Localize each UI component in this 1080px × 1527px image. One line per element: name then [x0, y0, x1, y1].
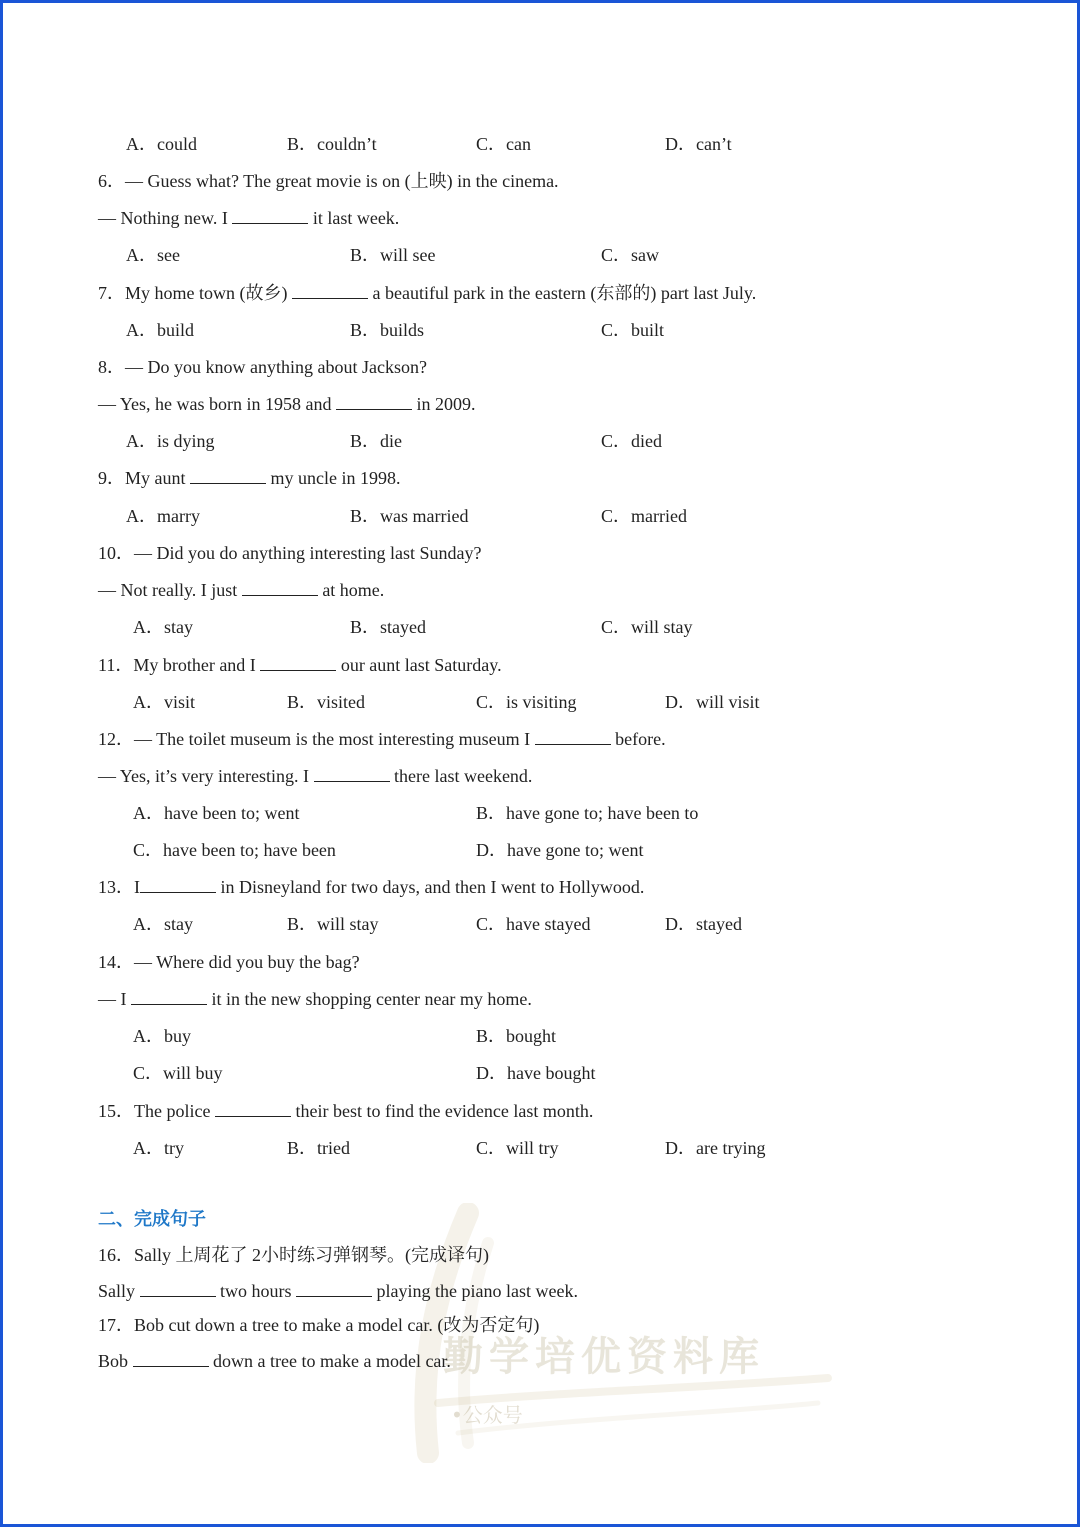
q14-blank[interactable]	[131, 988, 207, 1005]
q5-option-b[interactable]: B．couldn’t	[287, 134, 377, 154]
q7-stem	[98, 282, 756, 304]
q5-option-a[interactable]: A．could	[126, 134, 197, 154]
q17-answer-line	[98, 1350, 451, 1372]
q9-option-b[interactable]: B．was married	[350, 506, 469, 526]
q16-blank-1[interactable]	[140, 1280, 216, 1297]
q7-option-c[interactable]: C．built	[601, 320, 665, 340]
q12-blank-1[interactable]	[535, 728, 611, 745]
q9-option-a[interactable]: A．marry	[126, 506, 200, 526]
q9-blank[interactable]	[190, 467, 266, 484]
q8-line-text-b: in 2009.	[412, 394, 476, 414]
q14-answer-line	[98, 988, 532, 1010]
q14-option-d[interactable]: D．have bought	[476, 1063, 596, 1083]
q6-option-c[interactable]: C．saw	[601, 245, 659, 265]
q15-stem-a: 15．The police	[98, 1101, 215, 1121]
q10-stem: 10．— Did you do anything interesting last Sunday?	[98, 543, 482, 563]
q11-option-c[interactable]: C．is visiting	[476, 692, 577, 712]
q15-option-a[interactable]: A．try	[133, 1138, 184, 1158]
q8-option-b[interactable]: B．die	[350, 431, 402, 451]
q11-stem-a: 11．My brother and I	[98, 655, 261, 675]
q10-blank[interactable]	[242, 579, 318, 596]
q11-option-b[interactable]: B．visited	[287, 692, 366, 712]
q16-blank-2[interactable]	[296, 1280, 372, 1297]
q5-option-d[interactable]: D．can’t	[665, 134, 732, 154]
q12-option-b[interactable]: B．have gone to; have been to	[476, 803, 699, 823]
q11-stem	[98, 654, 502, 676]
q15-option-b[interactable]: B．tried	[287, 1138, 350, 1158]
q6-stem: 6．— Guess what? The great movie is on (上映) in the cinema.	[98, 171, 559, 191]
q6-option-b[interactable]: B．will see	[350, 245, 436, 265]
q16-text-c: playing the piano last week.	[372, 1281, 578, 1301]
q14-line-text-b: it in the new shopping center near my home.	[207, 989, 532, 1009]
q15-blank[interactable]	[215, 1100, 291, 1117]
q16-text-b: two hours	[215, 1281, 297, 1301]
q17-stem: 17．Bob cut down a tree to make a model car. (改为否定句)	[98, 1315, 540, 1335]
q12-line-text-b: there last weekend.	[389, 766, 533, 786]
q13-blank[interactable]	[140, 876, 216, 893]
watermark-subtitle	[451, 1399, 523, 1428]
q5-option-c[interactable]: C．can	[476, 134, 531, 154]
q7-blank[interactable]	[292, 282, 368, 299]
q9-stem	[98, 467, 400, 489]
q14-option-a[interactable]: A．buy	[133, 1026, 191, 1046]
q12-stem-a: 12．— The toilet museum is the most interesting museum I	[98, 729, 535, 749]
q15-option-d[interactable]: D．are trying	[665, 1138, 766, 1158]
q10-option-c[interactable]: C．will stay	[601, 617, 693, 637]
q13-stem-b: in Disneyland for two days, and then I went to Hollywood.	[216, 877, 645, 897]
q13-option-a[interactable]: A．stay	[133, 914, 193, 934]
q11-blank[interactable]	[260, 654, 336, 671]
q7-stem-b: a beautiful park in the eastern (东部的) part last July.	[367, 283, 757, 303]
q7-stem-a: 7．My home town (故乡)	[98, 283, 292, 303]
q15-option-c[interactable]: C．will try	[476, 1138, 559, 1158]
q17-blank[interactable]	[133, 1350, 209, 1367]
q12-answer-line	[98, 765, 532, 787]
q10-line-text-a: — Not really. I just	[98, 580, 242, 600]
q8-line-text-a: — Yes, he was born in 1958 and	[98, 394, 336, 414]
watermark-subtitle-text: 公众号	[462, 1403, 523, 1427]
q16-answer-line	[98, 1280, 578, 1302]
q12-blank-2[interactable]	[314, 765, 390, 782]
wechat-icon: •	[451, 1403, 463, 1427]
q11-option-d[interactable]: D．will visit	[665, 692, 760, 712]
q7-option-b[interactable]: B．builds	[350, 320, 425, 340]
q12-option-d[interactable]: D．have gone to; went	[476, 840, 644, 860]
q6-line-text-a: — Nothing new. I	[98, 208, 233, 228]
q13-option-b[interactable]: B．will stay	[287, 914, 379, 934]
q12-option-c[interactable]: C．have been to; have been	[133, 840, 336, 860]
q10-line-text-b: at home.	[317, 580, 385, 600]
q8-option-c[interactable]: C．died	[601, 431, 662, 451]
q14-option-c[interactable]: C．will buy	[133, 1063, 223, 1083]
q13-stem	[98, 876, 644, 898]
q11-stem-b: our aunt last Saturday.	[336, 655, 502, 675]
q8-option-a[interactable]: A．is dying	[126, 431, 215, 451]
q12-option-a[interactable]: A．have been to; went	[133, 803, 300, 823]
q17-text-a: Bob	[98, 1351, 133, 1371]
q14-stem: 14．— Where did you buy the bag?	[98, 952, 360, 972]
q13-option-d[interactable]: D．stayed	[665, 914, 742, 934]
q13-stem-a: 13．I	[98, 877, 140, 897]
q8-answer-line	[98, 393, 476, 415]
q16-text-a: Sally	[98, 1281, 140, 1301]
q7-option-a[interactable]: A．build	[126, 320, 195, 340]
q8-stem: 8．— Do you know anything about Jackson?	[98, 357, 427, 377]
watermark-title: 勤学培优资料库	[443, 1333, 765, 1380]
q12-line-text-a: — Yes, it’s very interesting. I	[98, 766, 314, 786]
q15-stem	[98, 1100, 593, 1122]
q12-stem-b: before.	[610, 729, 666, 749]
q13-option-c[interactable]: C．have stayed	[476, 914, 591, 934]
q10-option-a[interactable]: A．stay	[133, 617, 193, 637]
q11-option-a[interactable]: A．visit	[133, 692, 196, 712]
q9-option-c[interactable]: C．married	[601, 506, 687, 526]
q12-stem	[98, 728, 666, 750]
q17-text-b: down a tree to make a model car.	[208, 1351, 451, 1371]
q10-answer-line	[98, 579, 384, 601]
q10-option-b[interactable]: B．stayed	[350, 617, 426, 637]
q9-stem-b: my uncle in 1998.	[266, 468, 401, 488]
q6-answer-line	[98, 207, 399, 229]
q6-line-text-b: it last week.	[308, 208, 400, 228]
q9-stem-a: 9．My aunt	[98, 468, 190, 488]
q16-stem: 16．Sally 上周花了 2小时练习弹钢琴。(完成译句)	[98, 1245, 489, 1265]
q6-blank[interactable]	[232, 207, 308, 224]
q15-stem-b: their best to find the evidence last month.	[290, 1101, 594, 1121]
q14-option-b[interactable]: B．bought	[476, 1026, 557, 1046]
q6-option-a[interactable]: A．see	[126, 245, 180, 265]
section-heading: 二、完成句子	[98, 1209, 206, 1230]
q14-line-text-a: — I	[98, 989, 131, 1009]
q8-blank[interactable]	[336, 393, 412, 410]
